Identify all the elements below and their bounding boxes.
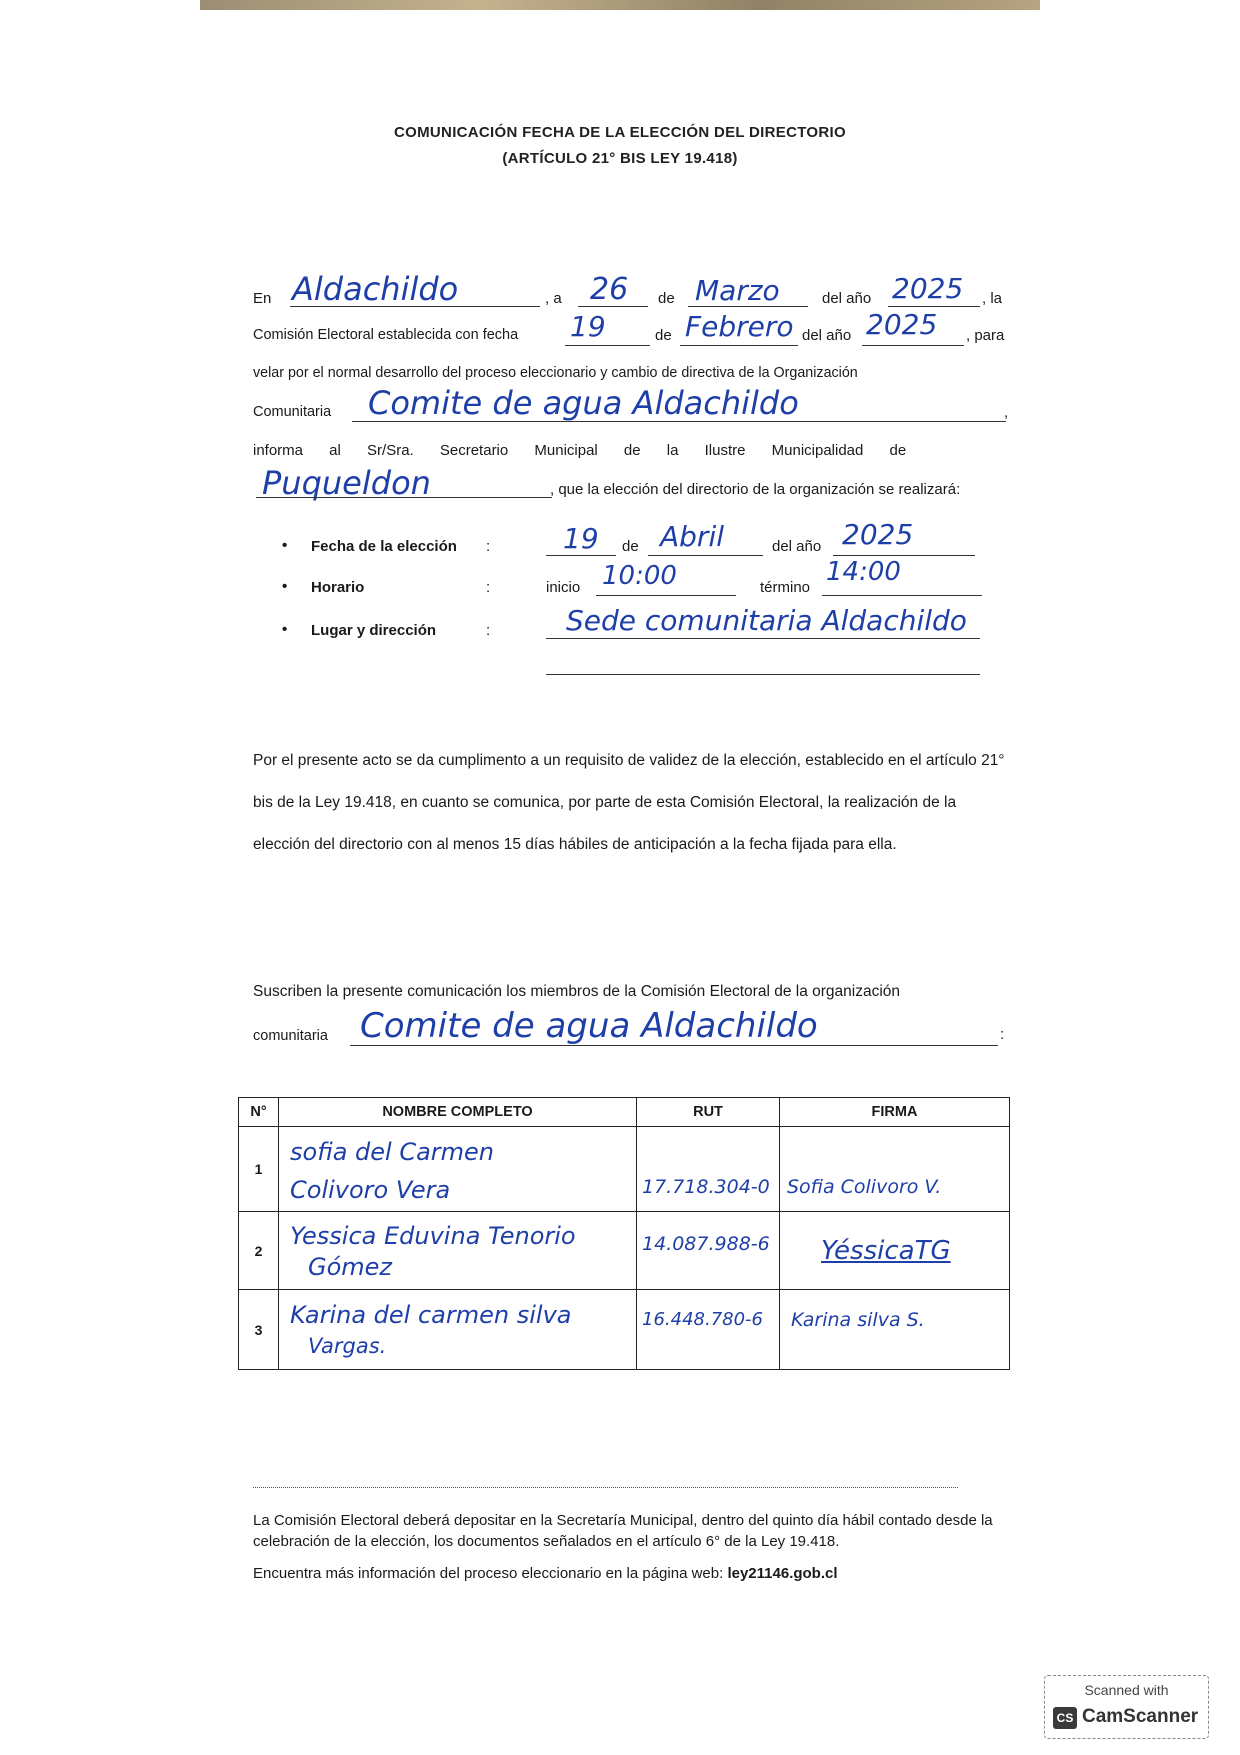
row-rut-value: 16.448.780-6 (642, 1309, 764, 1330)
row-signature (780, 1290, 1010, 1370)
text-velar: velar por el normal desarrollo del proceso eleccionario y cambio de directiva de la Organización (253, 365, 858, 381)
row-name-line1: sofia del Carmen (290, 1138, 495, 1166)
commission-day-value: 19 (570, 310, 606, 343)
label-del-ano: del año (822, 290, 872, 307)
subscribe-colon: : (1000, 1026, 1005, 1043)
row-rut (637, 1127, 780, 1212)
start-label: inicio (546, 579, 581, 596)
commission-day-underline (565, 345, 650, 346)
validity-paragraph: Por el presente acto se da cumplimento a un requisito de validez de la elección, establecido en el artículo 21° bis de la Ley 19.418, en cuanto se comunica, por parte de esta Comisión Electoral, la realización de la elección del directorio con al menos 15 días hábiles de anticipación a la fecha fijada para ella. (253, 752, 1005, 853)
camscanner-logo-icon: CS (1053, 1707, 1077, 1729)
date-day-underline (546, 555, 616, 556)
table-row (239, 1212, 1010, 1290)
label-la: , la (982, 290, 1003, 307)
row-name-line1: Karina del carmen silva (290, 1300, 572, 1329)
time-label: Horario (311, 579, 365, 596)
label-comunitaria: Comunitaria (253, 404, 332, 420)
row-rut (637, 1212, 780, 1290)
document-title: COMUNICACIÓN FECHA DE LA ELECCIÓN DEL DIRECTORIO (394, 124, 846, 141)
date-colon: : (486, 538, 491, 555)
header-signature: FIRMA (780, 1098, 1010, 1127)
watermark-scanned-with: Scanned with (1084, 1682, 1169, 1698)
month-value: Marzo (695, 274, 780, 307)
table-row (239, 1127, 1010, 1212)
row-rut-value: 17.718.304-0 (642, 1176, 770, 1198)
place-underline-1 (546, 638, 980, 639)
time-colon: : (486, 579, 491, 596)
row-name-line2: Vargas. (308, 1333, 387, 1358)
footer-note: La Comisión Electoral deberá depositar en la Secretaría Municipal, dentro del quinto día hábil contado desde la celebración de la elección, los documentos señalados en el artículo 6° de la Ley 19.418. (253, 1512, 993, 1550)
row-signature-value: Sofia Colivoro V. (787, 1176, 942, 1198)
day-underline (578, 306, 648, 307)
row-name (279, 1127, 637, 1212)
camscanner-watermark (1044, 1675, 1209, 1739)
subscribe-text: Suscriben la presente comunicación los miembros de la Comisión Electoral de la organización (253, 983, 901, 1000)
label-de-2: de (655, 327, 672, 344)
end-time-underline (822, 595, 982, 596)
row-number: 1 (239, 1127, 279, 1212)
month-underline (688, 306, 808, 307)
end-label: término (760, 579, 811, 596)
place-underline (290, 306, 540, 307)
header-rut: RUT (637, 1098, 780, 1127)
commission-month-underline (680, 345, 798, 346)
commission-year-value: 2025 (866, 308, 938, 341)
watermark-brand-name: CamScanner (1082, 1706, 1199, 1727)
row-signature-value: Karina silva S. (791, 1309, 925, 1331)
organization-underline (352, 421, 1006, 422)
table-header-row (239, 1098, 1010, 1127)
date-de: de (622, 538, 639, 555)
bullet-time: • (282, 578, 288, 595)
place-underline-2 (546, 674, 980, 675)
date-month-value: Abril (660, 520, 724, 553)
label-comision: Comisión Electoral establecida con fecha (253, 327, 519, 343)
date-label: Fecha de la elección (311, 538, 457, 555)
commission-month-value: Febrero (685, 310, 794, 343)
text-informa: informa al Sr/Sra. Secretario Municipal de la Ilustre Municipalidad de (253, 442, 907, 459)
municipality-value: Puqueldon (262, 464, 431, 502)
end-time-value: 14:00 (826, 557, 901, 587)
place-value: Aldachildo (292, 270, 459, 308)
subscribe-underline (350, 1045, 998, 1046)
row-signature (780, 1127, 1010, 1212)
commission-year-underline (862, 345, 964, 346)
start-time-underline (596, 595, 736, 596)
row-name (279, 1212, 637, 1290)
header-number: N° (239, 1098, 279, 1127)
text-que: , que la elección del directorio de la organización se realizará: (550, 481, 961, 498)
date-day-value: 19 (563, 522, 599, 555)
place-address-value: Sede comunitaria Aldachildo (566, 604, 967, 637)
header-name: NOMBRE COMPLETO (279, 1098, 637, 1127)
commission-members-table (238, 1097, 1010, 1370)
year-value: 2025 (892, 272, 964, 305)
label-a: , a (545, 290, 562, 307)
row-name-line1: Yessica Eduvina Tenorio (290, 1221, 576, 1250)
row-rut-value: 14.087.988-6 (642, 1233, 770, 1255)
document-subtitle: (ARTÍCULO 21° BIS LEY 19.418) (502, 150, 738, 167)
row-number: 3 (239, 1290, 279, 1370)
footer-url-link[interactable]: ley21146.gob.cl (727, 1565, 838, 1582)
line-comma: , (1004, 404, 1009, 421)
row-signature-value: YéssicaTG (821, 1235, 951, 1266)
start-time-value: 10:00 (602, 561, 677, 591)
date-del-ano: del año (772, 538, 822, 555)
subscribe-label-comunitaria: comunitaria (253, 1028, 328, 1044)
scan-edge-band (200, 0, 1040, 10)
municipality-underline (256, 497, 552, 498)
subscribe-organization-value: Comite de agua Aldachildo (360, 1006, 818, 1046)
footer-info-prefix: Encuentra más información del proceso eleccionario en la página web: (253, 1565, 724, 1582)
row-rut (637, 1290, 780, 1370)
day-value: 26 (590, 272, 629, 307)
row-name-line2: Gómez (308, 1252, 393, 1281)
place-label: Lugar y dirección (311, 622, 437, 639)
place-colon: : (486, 622, 491, 639)
organization-value: Comite de agua Aldachildo (368, 384, 799, 422)
footer-info (253, 1563, 1033, 1584)
row-signature (780, 1212, 1010, 1290)
date-year-underline (833, 555, 975, 556)
row-name-line2: Colivoro Vera (290, 1176, 451, 1204)
row-number: 2 (239, 1212, 279, 1290)
label-en: En (253, 290, 272, 307)
label-de: de (658, 290, 675, 307)
label-del-ano-2: del año (802, 327, 852, 344)
date-month-underline (648, 555, 763, 556)
label-para: , para (966, 327, 1005, 344)
year-underline (888, 306, 980, 307)
row-name (279, 1290, 637, 1370)
date-year-value: 2025 (842, 518, 914, 551)
table-row (239, 1290, 1010, 1370)
bullet-date: • (282, 537, 288, 554)
bullet-place: • (282, 621, 288, 638)
footer-dotted-divider (253, 1487, 958, 1488)
